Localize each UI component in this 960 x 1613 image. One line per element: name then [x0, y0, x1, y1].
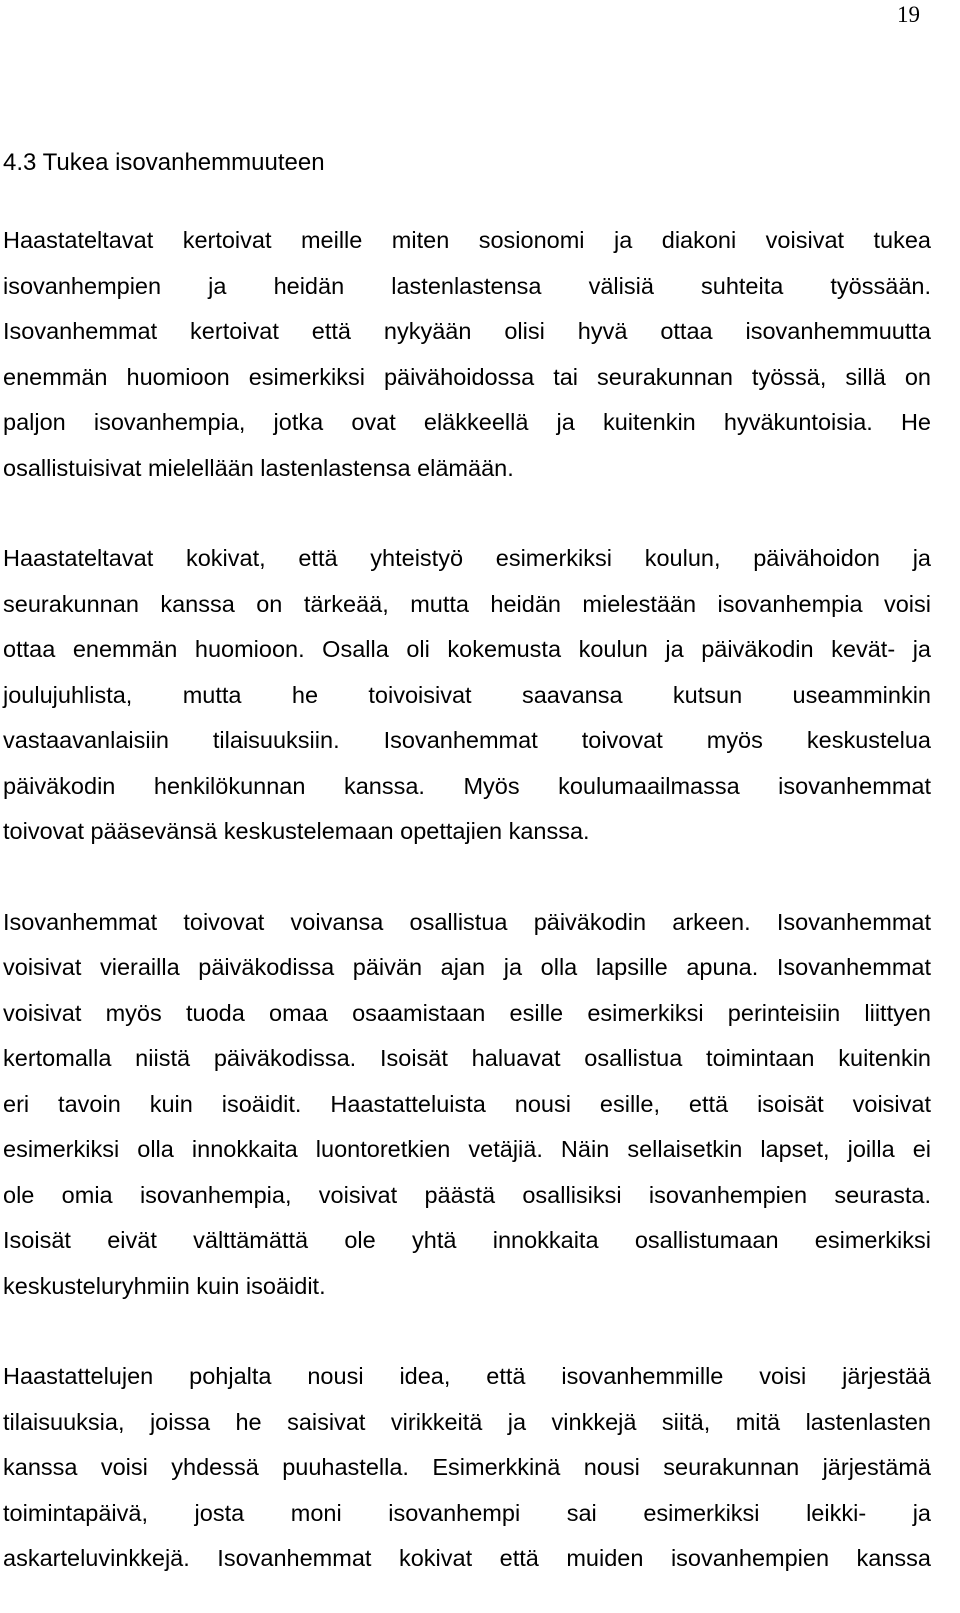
- text-line: keskusteluryhmiin kuin isoäidit.: [3, 1272, 326, 1299]
- page-number: 19: [897, 2, 920, 27]
- text-line: Isoisät eivät välttämättä ole yhtä innokkaita osallistumaan esimerkiksi: [3, 1227, 931, 1253]
- text-line: askarteluvinkkejä. Isovanhemmat kokivat että muiden isovanhempien kanssa: [3, 1545, 931, 1571]
- text-line: ottaa enemmän huomioon. Osalla oli kokemusta koulun ja päiväkodin kevät- ja: [3, 636, 931, 662]
- text-line: toivovat pääsevänsä keskustelemaan opettajien kanssa.: [3, 818, 590, 844]
- text-line: Haastateltavat kokivat, että yhteistyö esimerkiksi koulun, päivähoidon ja: [3, 545, 931, 571]
- text-line: tilaisuuksia, joissa he saisivat virikkeitä ja vinkkejä siitä, mitä lastenlasten: [3, 1408, 931, 1435]
- text-line: osallistuisivat mielellään lastenlastensa elämään.: [3, 454, 514, 481]
- text-line: seurakunnan kanssa on tärkeää, mutta heidän mielestään isovanhempia voisi: [3, 590, 931, 617]
- text-line: voisivat vierailla päiväkodissa päivän ajan ja olla lapsille apuna. Isovanhemmat: [3, 954, 931, 980]
- text-line: joulujuhlista, mutta he toivoisivat saavansa kutsun useamminkin: [3, 681, 931, 708]
- paragraph-2: [3, 536, 931, 855]
- text-line: Haastateltavat kertoivat meille miten sosionomi ja diakoni voisivat tukea: [3, 227, 931, 253]
- text-line: päiväkodin henkilökunnan kanssa. Myös koulumaailmassa isovanhemmat: [3, 772, 931, 799]
- text-line: isovanhempien ja heidän lastenlastensa välisiä suhteita työssään.: [3, 272, 931, 299]
- text-line: Isovanhemmat toivovat voivansa osallistua päiväkodin arkeen. Isovanhemmat: [3, 908, 931, 935]
- text-line: paljon isovanhempia, jotka ovat eläkkeellä ja kuitenkin hyväkuntoisia. He: [3, 409, 931, 435]
- text-line: Haastattelujen pohjalta nousi idea, että isovanhemmille voisi järjestää: [3, 1363, 931, 1389]
- text-line: esimerkiksi olla innokkaita luontoretkien vetäjiä. Näin sellaisetkin lapset, joilla ei: [3, 1136, 931, 1162]
- text-line: kanssa voisi yhdessä puuhastella. Esimerkkinä nousi seurakunnan järjestämä: [3, 1454, 931, 1480]
- text-line: vastaavanlaisiin tilaisuuksiin. Isovanhemmat toivovat myös keskustelua: [3, 727, 931, 753]
- paragraph-3: [3, 900, 931, 1310]
- paragraph-4: [3, 1354, 931, 1582]
- text-line: enemmän huomioon esimerkiksi päivähoidossa tai seurakunnan työssä, sillä on: [3, 363, 931, 390]
- section-heading: 4.3 Tukea isovanhemmuuteen: [3, 149, 325, 176]
- text-line: Isovanhemmat kertoivat että nykyään olisi hyvä ottaa isovanhemmuutta: [3, 318, 931, 344]
- paragraph-1: [3, 218, 931, 491]
- text-line: eri tavoin kuin isoäidit. Haastatteluista nousi esille, että isoisät voisivat: [3, 1090, 931, 1117]
- document-body: [3, 143, 931, 1582]
- text-line: ole omia isovanhempia, voisivat päästä osallisiksi isovanhempien seurasta.: [3, 1181, 931, 1208]
- text-line: toimintapäivä, josta moni isovanhempi sai esimerkiksi leikki- ja: [3, 1499, 931, 1526]
- text-line: kertomalla niistä päiväkodissa. Isoisät haluavat osallistua toimintaan kuitenkin: [3, 1045, 931, 1071]
- text-line: voisivat myös tuoda omaa osaamistaan esille esimerkiksi perinteisiin liittyen: [3, 999, 931, 1026]
